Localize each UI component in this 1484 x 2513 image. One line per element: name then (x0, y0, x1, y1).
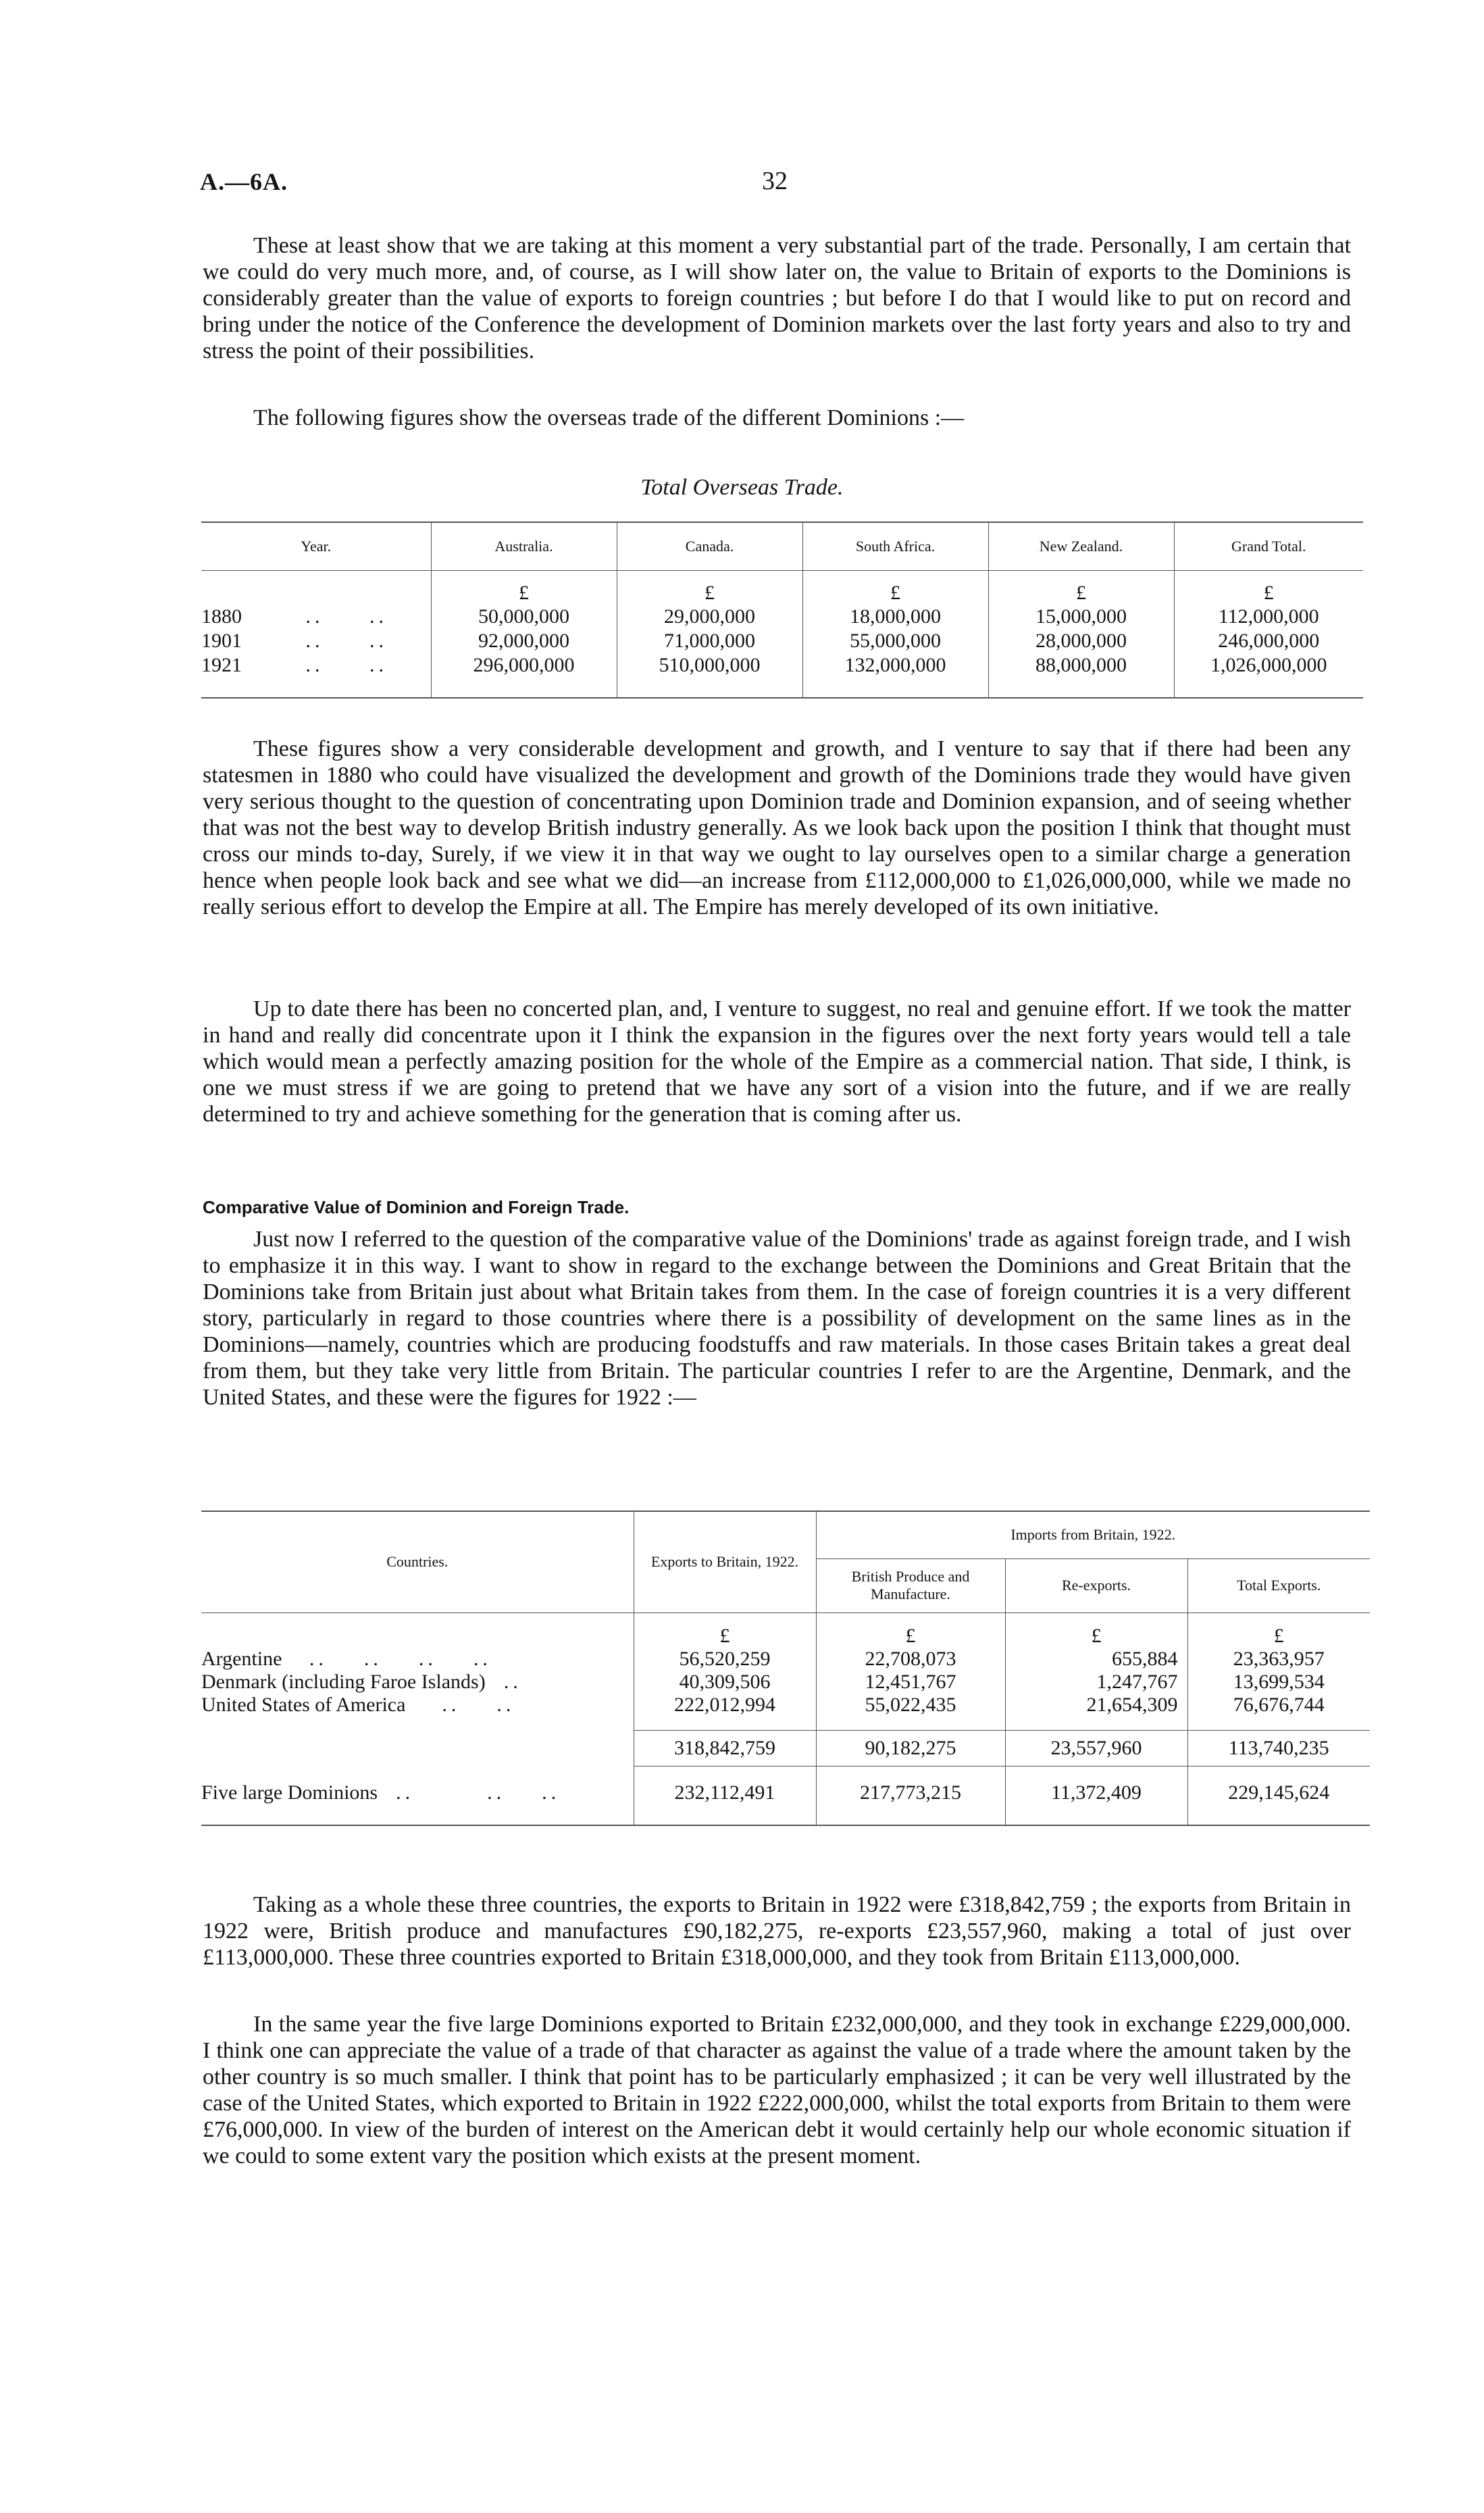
currency-symbol: £ (1187, 1613, 1370, 1648)
row-label: 1901 .. .. (201, 629, 388, 652)
paragraph-6: Taking as a whole these three countries, the exports to Britain in 1922 were £318,842,759 ; the exports from Britain in 1922 were, British produce and manufactures £90,182,275, re-exports £23,557,960, making a total of just over £113,000,000. These three countries exported to Britain £318,000,000, and they took from Britain £113,000,000. (203, 1892, 1351, 1970)
table-row (201, 1781, 1370, 1805)
table-cell: 56,520,259 (634, 1648, 816, 1671)
table1-currency-row (201, 571, 1363, 605)
section-heading: Comparative Value of Dominion and Foreign Trade. (203, 1197, 630, 1217)
table-cell: 92,000,000 (431, 629, 617, 653)
currency-symbol: £ (634, 1613, 816, 1648)
table-cell: 50,000,000 (431, 605, 617, 629)
table2-header-total-exports: Total Exports. (1187, 1558, 1370, 1613)
comparative-trade-table (201, 1511, 1370, 1826)
table1-header-grand-total: Grand Total. (1174, 522, 1363, 571)
currency-symbol: £ (1174, 571, 1363, 605)
table-cell: 88,000,000 (988, 653, 1174, 678)
row-label: 1880 .. .. (201, 605, 388, 628)
table-cell: 232,112,491 (634, 1781, 816, 1805)
overseas-trade-table (201, 522, 1363, 699)
table-cell: 13,699,534 (1187, 1671, 1370, 1694)
table1-caption: Total Overseas Trade. (640, 475, 844, 500)
table-cell: 655,884 (1005, 1648, 1187, 1671)
totals-row (201, 1730, 1370, 1766)
row-label: Denmark (including Faroe Islands) .. (201, 1671, 522, 1693)
table2-header-countries: Countries. (386, 1553, 449, 1571)
page-number: 32 (762, 167, 788, 195)
table1-header-new-zealand: New Zealand. (988, 522, 1174, 571)
table2-header-re-exports: Re-exports. (1005, 1558, 1187, 1613)
paragraph-5: Just now I referred to the question of the comparative value of the Dominions' trade as against foreign trade, and I wish to emphasize it in this way. I want to show in regard to the exchange between the Dominions and Great Britain that the Dominions take from Britain just about what Britain takes from them. In the case of foreign countries it is a very different story, particularly in regard to those countries where there is a possibility of development on the same lines as in the Dominions—namely, countries which are producing foodstuffs and raw materials. In those cases Britain takes a great deal from them, but they take very little from Britain. The particular countries I refer to are the Argentine, Denmark, and the United States, and these were the figures for 1922 :— (203, 1227, 1351, 1410)
table-cell: 55,000,000 (802, 629, 988, 653)
table-cell: 229,145,624 (1187, 1781, 1370, 1805)
table-cell: 217,773,215 (816, 1781, 1005, 1805)
table-cell: 28,000,000 (988, 629, 1174, 653)
currency-symbol: £ (431, 571, 617, 605)
total-cell: 90,182,275 (816, 1730, 1005, 1766)
table-cell: 22,708,073 (816, 1648, 1005, 1671)
table-row (201, 1694, 1370, 1717)
table-cell: 40,309,506 (634, 1671, 816, 1694)
table-row (201, 605, 1363, 629)
table1-header-south-africa: South Africa. (802, 522, 988, 571)
currency-symbol: £ (617, 571, 802, 605)
table-cell: 18,000,000 (802, 605, 988, 629)
table-cell: 296,000,000 (431, 653, 617, 678)
page-reference: A.—6A. (200, 168, 288, 195)
table-cell: 23,363,957 (1187, 1648, 1370, 1671)
paragraph-3: These figures show a very considerable development and growth, and I venture to say that if there had been any statesmen in 1880 who could have visualized the development and growth of the Dominions trade they would have given very serious thought to the question of concentrating upon Dominion trade and Dominion expansion, and of seeing whether that was not the best way to develop British industry generally. As we look back upon the position I think that thought must cross our minds to-day, Surely, if we view it in that way we ought to lay ourselves open to a similar charge a generation hence when people look back and see what we did—an increase from £112,000,000 to £1,026,000,000, while we made no really serious effort to develop the Empire at all. The Empire has merely developed of its own initiative. (203, 736, 1351, 919)
paragraph-4: Up to date there has been no concerted plan, and, I venture to suggest, no real and genuine effort. If we took the matter in hand and really did concentrate upon it I think the expansion in the figures over the next forty years would tell a tale which would mean a perfectly amazing position for the whole of the Empire as a commercial nation. That side, I think, is one we must stress if we are going to pretend that we have any sort of a vision into the future, and if we are really determined to try and achieve something for the generation that is coming after us. (203, 996, 1351, 1127)
table2-header-exports: Exports to Britain, 1922. (634, 1511, 816, 1613)
row-label: 1921 .. .. (201, 653, 388, 676)
table1-header-row (201, 522, 1363, 571)
currency-symbol: £ (1005, 1613, 1187, 1648)
row-label: United States of America .. .. (201, 1694, 515, 1716)
paragraph-2: The following figures show the overseas trade of the different Dominions :— (253, 405, 965, 430)
table-cell: 71,000,000 (617, 629, 802, 653)
table-cell: 12,451,767 (816, 1671, 1005, 1694)
table-cell: 246,000,000 (1174, 629, 1363, 653)
currency-symbol: £ (988, 571, 1174, 605)
table1-header-australia: Australia. (431, 522, 617, 571)
table-cell: 132,000,000 (802, 653, 988, 678)
total-cell: 113,740,235 (1187, 1730, 1370, 1766)
table2-header-british-produce: British Produce and Manufacture. (816, 1558, 1005, 1613)
table-cell: 1,026,000,000 (1174, 653, 1363, 678)
table-row (201, 1671, 1370, 1694)
table-cell: 55,022,435 (816, 1694, 1005, 1717)
table-cell: 112,000,000 (1174, 605, 1363, 629)
table-cell: 29,000,000 (617, 605, 802, 629)
table2-header-imports-group: Imports from Britain, 1922. (816, 1511, 1370, 1558)
total-cell: 318,842,759 (634, 1730, 816, 1766)
paragraph-7: In the same year the five large Dominions exported to Britain £232,000,000, and they took in exchange £229,000,000. I think one can appreciate the value of a trade of that character as against the value of a trade where the amount taken by the other country is so much smaller. I think that point has to be particularly emphasized ; it can be very well illustrated by the case of the United States, which exported to Britain in 1922 £222,000,000, whilst the total exports from Britain to them were £76,000,000. In view of the burden of interest on the American debt it would certainly help our whole economic situation if we could to some extent vary the position which exists at the present moment. (203, 2012, 1351, 2168)
table-cell: 11,372,409 (1005, 1781, 1187, 1805)
table-cell: 15,000,000 (988, 605, 1174, 629)
table-row (201, 629, 1363, 653)
row-label: Argentine .. .. .. .. (201, 1648, 492, 1670)
table1-header-year: Year. (201, 522, 431, 571)
total-cell: 23,557,960 (1005, 1730, 1187, 1766)
table-cell: 1,247,767 (1005, 1671, 1187, 1694)
table-row (201, 1648, 1370, 1671)
table-cell: 21,654,309 (1005, 1694, 1187, 1717)
table1-header-canada: Canada. (617, 522, 802, 571)
table-cell: 76,676,744 (1187, 1694, 1370, 1717)
table-cell: 222,012,994 (634, 1694, 816, 1717)
table-cell: 510,000,000 (617, 653, 802, 678)
paragraph-1: These at least show that we are taking at this moment a very substantial part of the trade. Personally, I am certain that we could do very much more, and, of course, as I will show later on, the value to Britain of exports to the Dominions is considerably greater than the value of exports to foreign countries ; but before I do that I would like to put on record and bring under the notice of the Conference the development of Dominion markets over the last forty years and also to try and stress the point of their possibilities. (203, 233, 1351, 363)
table-row (201, 653, 1363, 678)
currency-symbol: £ (816, 1613, 1005, 1648)
row-label: Five large Dominions .. .. .. (201, 1781, 561, 1804)
currency-symbol: £ (802, 571, 988, 605)
